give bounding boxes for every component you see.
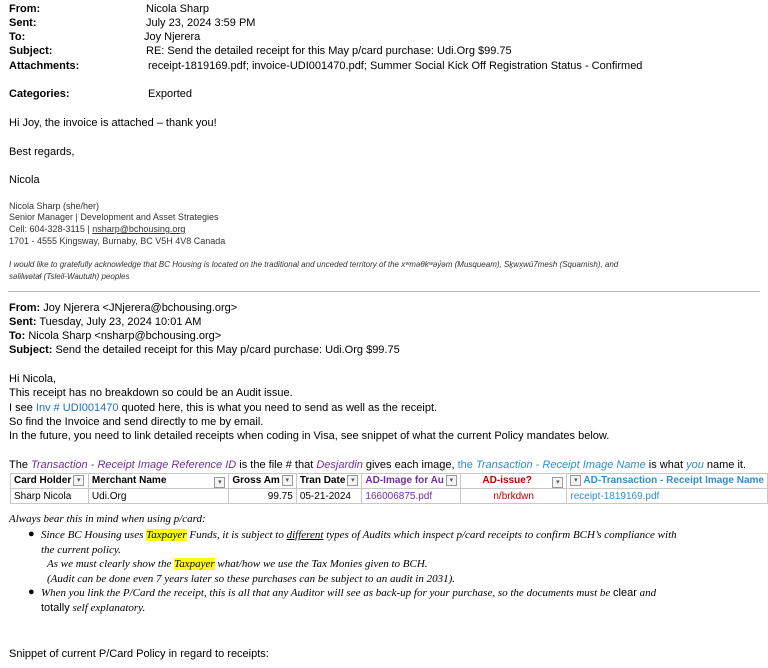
original-line3: So find the Invoice and send directly to me by email. <box>9 416 264 428</box>
note-text: types of Audits which inspect p/card receipts to confirm BCH’s compliance with <box>323 529 677 541</box>
note-bullet1-line1 <box>41 529 677 541</box>
note-sub2: (Audit can be done even 7 years later so these purchases can be subject to an audit in 2031). <box>47 573 456 585</box>
attachments-label: Attachments: <box>9 60 80 72</box>
note-bullet2-line1 <box>41 587 656 599</box>
reply-greeting: Hi Joy, the invoice is attached – thank you! <box>9 117 217 129</box>
signature-cell-text: Cell: 604-328-3115 | <box>9 224 93 234</box>
explain-part: is what <box>645 459 687 471</box>
original-from <box>9 302 237 314</box>
cell-ad-issue: n/brkdwn <box>460 489 566 504</box>
totally-emphasis: totally <box>41 602 70 614</box>
filter-dropdown-icon[interactable]: ▾ <box>282 475 293 486</box>
cell-ad-image: 166006875.pdf <box>362 489 461 504</box>
table-row <box>11 489 768 504</box>
original-line2-prefix: I see <box>9 402 36 414</box>
header-ad-receipt-image-name[interactable] <box>567 474 768 489</box>
explain-ref-id: Transaction - Receipt Image Reference ID <box>31 459 237 471</box>
categories-value: Exported <box>148 88 193 100</box>
header-ad-image[interactable] <box>362 474 461 489</box>
explain-part: The <box>9 459 32 471</box>
signature-cell <box>9 224 185 234</box>
original-to <box>9 330 221 342</box>
signature-email-link[interactable]: nsharp@bchousing.org <box>92 224 186 234</box>
note-text: what/how we use the Tax Monies given to BCH. <box>214 558 428 570</box>
original-sent-label: Sent: <box>9 316 37 328</box>
original-sent <box>9 316 201 328</box>
filter-dropdown-icon[interactable]: ▾ <box>570 475 581 486</box>
taxpayer-highlight: Taxpayer <box>174 558 215 570</box>
original-subject-value: Send the detailed receipt for this May p/card purchase: Udi.Org $99.75 <box>55 344 400 356</box>
cell-merchant-name: Udi.Org <box>88 489 228 504</box>
sent-value: July 23, 2024 3:59 PM <box>146 17 256 29</box>
bullet-icon: ● <box>28 528 35 540</box>
header-card-holder[interactable] <box>11 474 89 489</box>
original-line2-suffix: quoted here, this is what you need to send as well as the receipt. <box>118 402 438 414</box>
header-card-holder-label: Card Holder <box>14 475 72 487</box>
original-greeting: Hi Nicola, <box>9 373 57 385</box>
explain-the: the <box>457 459 476 471</box>
note-text: Funds, it is subject to <box>186 529 287 541</box>
filter-dropdown-icon[interactable]: ▾ <box>552 477 563 488</box>
note-bullet1-line2: the current policy. <box>41 544 121 556</box>
note-text: When you link the P/Card the receipt, this is all that any Auditor will see as back-up for your purchase, so the documents must be <box>41 587 614 599</box>
transaction-table <box>10 473 768 504</box>
original-to-value: Nicola Sharp <nsharp@bchousing.org> <box>28 330 222 342</box>
filter-dropdown-icon[interactable]: ▾ <box>214 477 225 488</box>
header-ad-receipt-image-name-label: AD-Transaction - Receipt Image Name <box>583 475 764 487</box>
explanation-line <box>9 459 746 471</box>
from-label: From: <box>9 3 41 15</box>
header-tran-date[interactable] <box>296 474 362 489</box>
header-ad-issue-label: AD-issue? <box>482 474 532 486</box>
taxpayer-highlight: Taxpayer <box>146 529 187 541</box>
bullet-icon: ● <box>28 586 35 598</box>
signature-title: Senior Manager | Development and Asset Strategies <box>9 212 219 222</box>
original-subject-label: Subject: <box>9 344 53 356</box>
note-text: self explanatory. <box>69 602 146 614</box>
original-line4: In the future, you need to link detailed receipts when coding in Visa, see snippet of what the current Policy mandates below. <box>9 430 610 442</box>
original-from-value: Joy Njerera <JNjerera@bchousing.org> <box>43 302 238 314</box>
filter-dropdown-icon[interactable]: ▾ <box>446 475 457 486</box>
original-from-label: From: <box>9 302 41 314</box>
original-line1: This receipt has no breakdown so could be an Audit issue. <box>9 387 293 399</box>
cell-card-holder: Sharp Nicola <box>11 489 89 504</box>
cell-gross-amount: 99.75 <box>229 489 296 504</box>
explain-part: is the file # that <box>236 459 317 471</box>
categories-label: Categories: <box>9 88 70 100</box>
to-label: To: <box>9 31 26 43</box>
signature-address: 1701 - 4555 Kingsway, Burnaby, BC V5H 4V8 Canada <box>9 236 226 246</box>
table-header-row <box>11 474 768 489</box>
signature-name: Nicola Sharp (she/her) <box>9 201 100 211</box>
from-value: Nicola Sharp <box>146 3 209 15</box>
reply-name: Nicola <box>9 174 40 186</box>
note-sub1 <box>47 558 428 570</box>
filter-dropdown-icon[interactable]: ▾ <box>347 475 358 486</box>
header-ad-image-label: AD-Image for Au <box>365 475 444 487</box>
header-gross-amount[interactable] <box>229 474 296 489</box>
reply-closing: Best regards, <box>9 146 75 158</box>
header-merchant-name-label: Merchant Name <box>91 474 167 486</box>
cell-tran-date: 05-21-2024 <box>296 489 362 504</box>
note-text: and <box>636 587 657 599</box>
to-value: Joy Njerera <box>144 31 201 43</box>
explain-part: name it. <box>703 459 747 471</box>
original-line2 <box>9 402 437 414</box>
invoice-number-link[interactable]: Inv # UDI001470 <box>35 402 119 414</box>
subject-value: RE: Send the detailed receipt for this May p/card purchase: Udi.Org $99.75 <box>146 45 512 57</box>
header-ad-issue[interactable] <box>460 474 566 489</box>
original-sent-value: Tuesday, July 23, 2024 10:01 AM <box>39 316 202 328</box>
land-acknowledgement-line1: I would like to gratefully acknowledge that BC Housing is located on the traditional and unceded territory of the xʷməθkʷəy̓əm (Musqueam), Sḵwx̱wú7mesh (Squamish), and <box>9 260 619 269</box>
subject-label: Subject: <box>9 45 53 57</box>
explain-image-name: Transaction - Receipt Image Name <box>475 459 646 471</box>
header-gross-amount-label: Gross Am <box>232 475 280 487</box>
different-underlined: different <box>286 529 324 541</box>
note-text: As we must clearly show the <box>47 558 175 570</box>
land-acknowledgement-line2: səlilwətaɬ (Tsleil-Waututh) peoples <box>9 272 130 281</box>
note-text: Since BC Housing uses <box>41 529 147 541</box>
sent-label: Sent: <box>9 17 37 29</box>
explain-desjardin: Desjardin <box>316 459 363 471</box>
note-bullet2-line2 <box>41 602 145 614</box>
explain-part: gives each image, <box>362 459 458 471</box>
original-subject <box>9 344 400 356</box>
notes-intro: Always bear this in mind when using p/card: <box>9 513 206 525</box>
explain-you: you <box>686 459 704 471</box>
filter-dropdown-icon[interactable]: ▾ <box>73 475 84 486</box>
original-to-label: To: <box>9 330 26 342</box>
header-tran-date-label: Tran Date <box>299 475 346 487</box>
message-divider <box>8 291 760 292</box>
clear-emphasis: clear <box>613 587 637 599</box>
policy-snippet-heading: Snippet of current P/Card Policy in regard to receipts: <box>9 648 269 660</box>
header-merchant-name[interactable] <box>88 474 228 489</box>
attachments-value[interactable]: receipt-1819169.pdf; invoice-UDI001470.pdf; Summer Social Kick Off Registration Status - Confirmed <box>148 60 643 72</box>
cell-receipt-image-name: receipt-1819169.pdf <box>567 489 768 504</box>
